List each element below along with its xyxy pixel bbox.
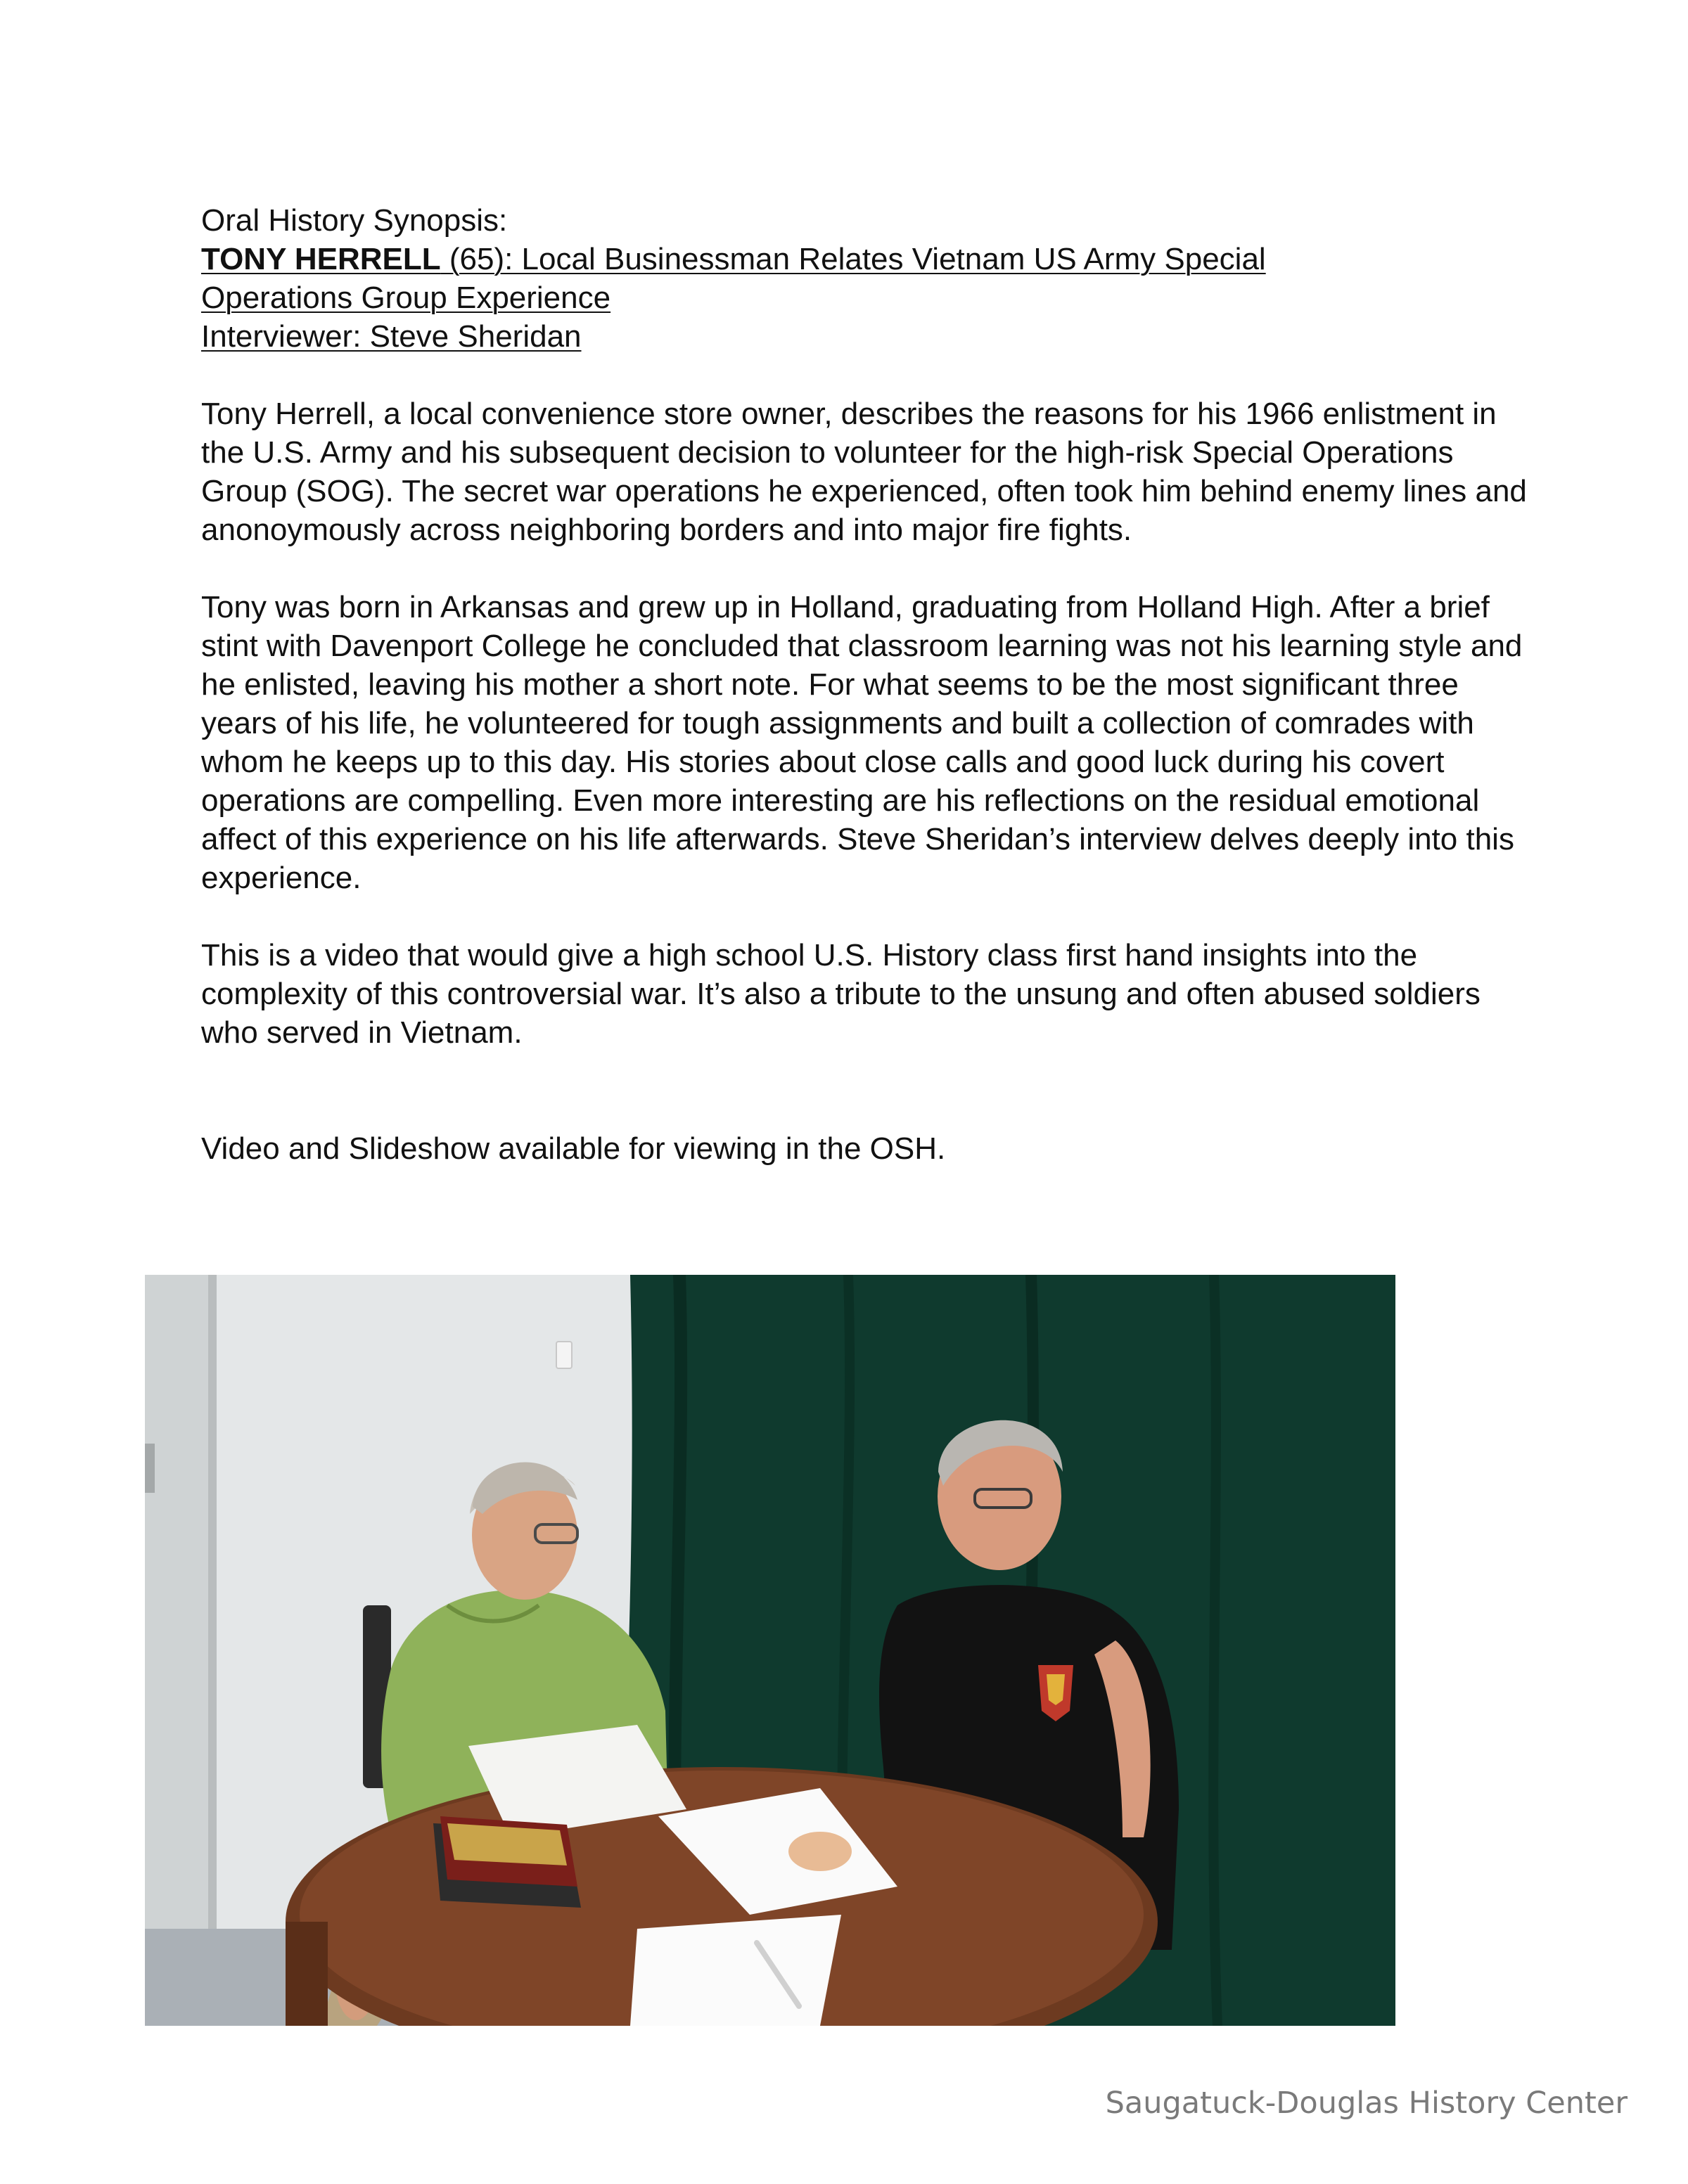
document-title: [201, 240, 1537, 278]
paragraph-2: Tony was born in Arkansas and grew up in Holland, graduating from Holland High. After a brief stint with Davenport College he concluded that classroom learning was not his learning style and he enlisted, leaving his mother a short note. For what seems to be the most significant three years of his life, he volunteered for tough assignments and built a collection of comrades with whom he keeps up to this day. His stories about close calls and good luck during his covert operations are compelling. Even more interesting are his reflections on the residual emotional affect of this experience on his life afterwards. Steve Sheridan’s interview delves deeply into this experience.: [201, 590, 1523, 895]
interview-photo: [145, 1275, 1395, 2026]
interviewer-line: Interviewer: Steve Sheridan: [201, 319, 582, 354]
synopsis-document: [201, 201, 1537, 1168]
history-center-watermark: Saugatuck-Douglas History Center: [1105, 2086, 1628, 2121]
subject-name: TONY HERRELL: [201, 242, 441, 276]
document-heading: Oral History Synopsis:: [201, 203, 508, 238]
subject-title: (65): Local Businessman Relates Vietnam US Army Special: [440, 242, 1266, 276]
availability-note: Video and Slideshow available for viewing in the OSH.: [201, 1131, 946, 1166]
paragraph-3: This is a video that would give a high school U.S. History class first hand insights into the complexity of this controversial war. It’s also a tribute to the unsung and often abused soldiers who served in Vietnam.: [201, 938, 1481, 1050]
document-title-line2: Operations Group Experience: [201, 281, 611, 315]
interview-photo-illustration: [145, 1275, 1395, 2026]
paragraph-1: Tony Herrell, a local convenience store owner, describes the reasons for his 1966 enlistment in the U.S. Army and his subsequent decision to volunteer for the high-risk Special Operations Group (SOG). The secret war operations he experienced, often took him behind enemy lines and anonoymously across neighboring borders and into major fire fights.: [201, 397, 1527, 547]
